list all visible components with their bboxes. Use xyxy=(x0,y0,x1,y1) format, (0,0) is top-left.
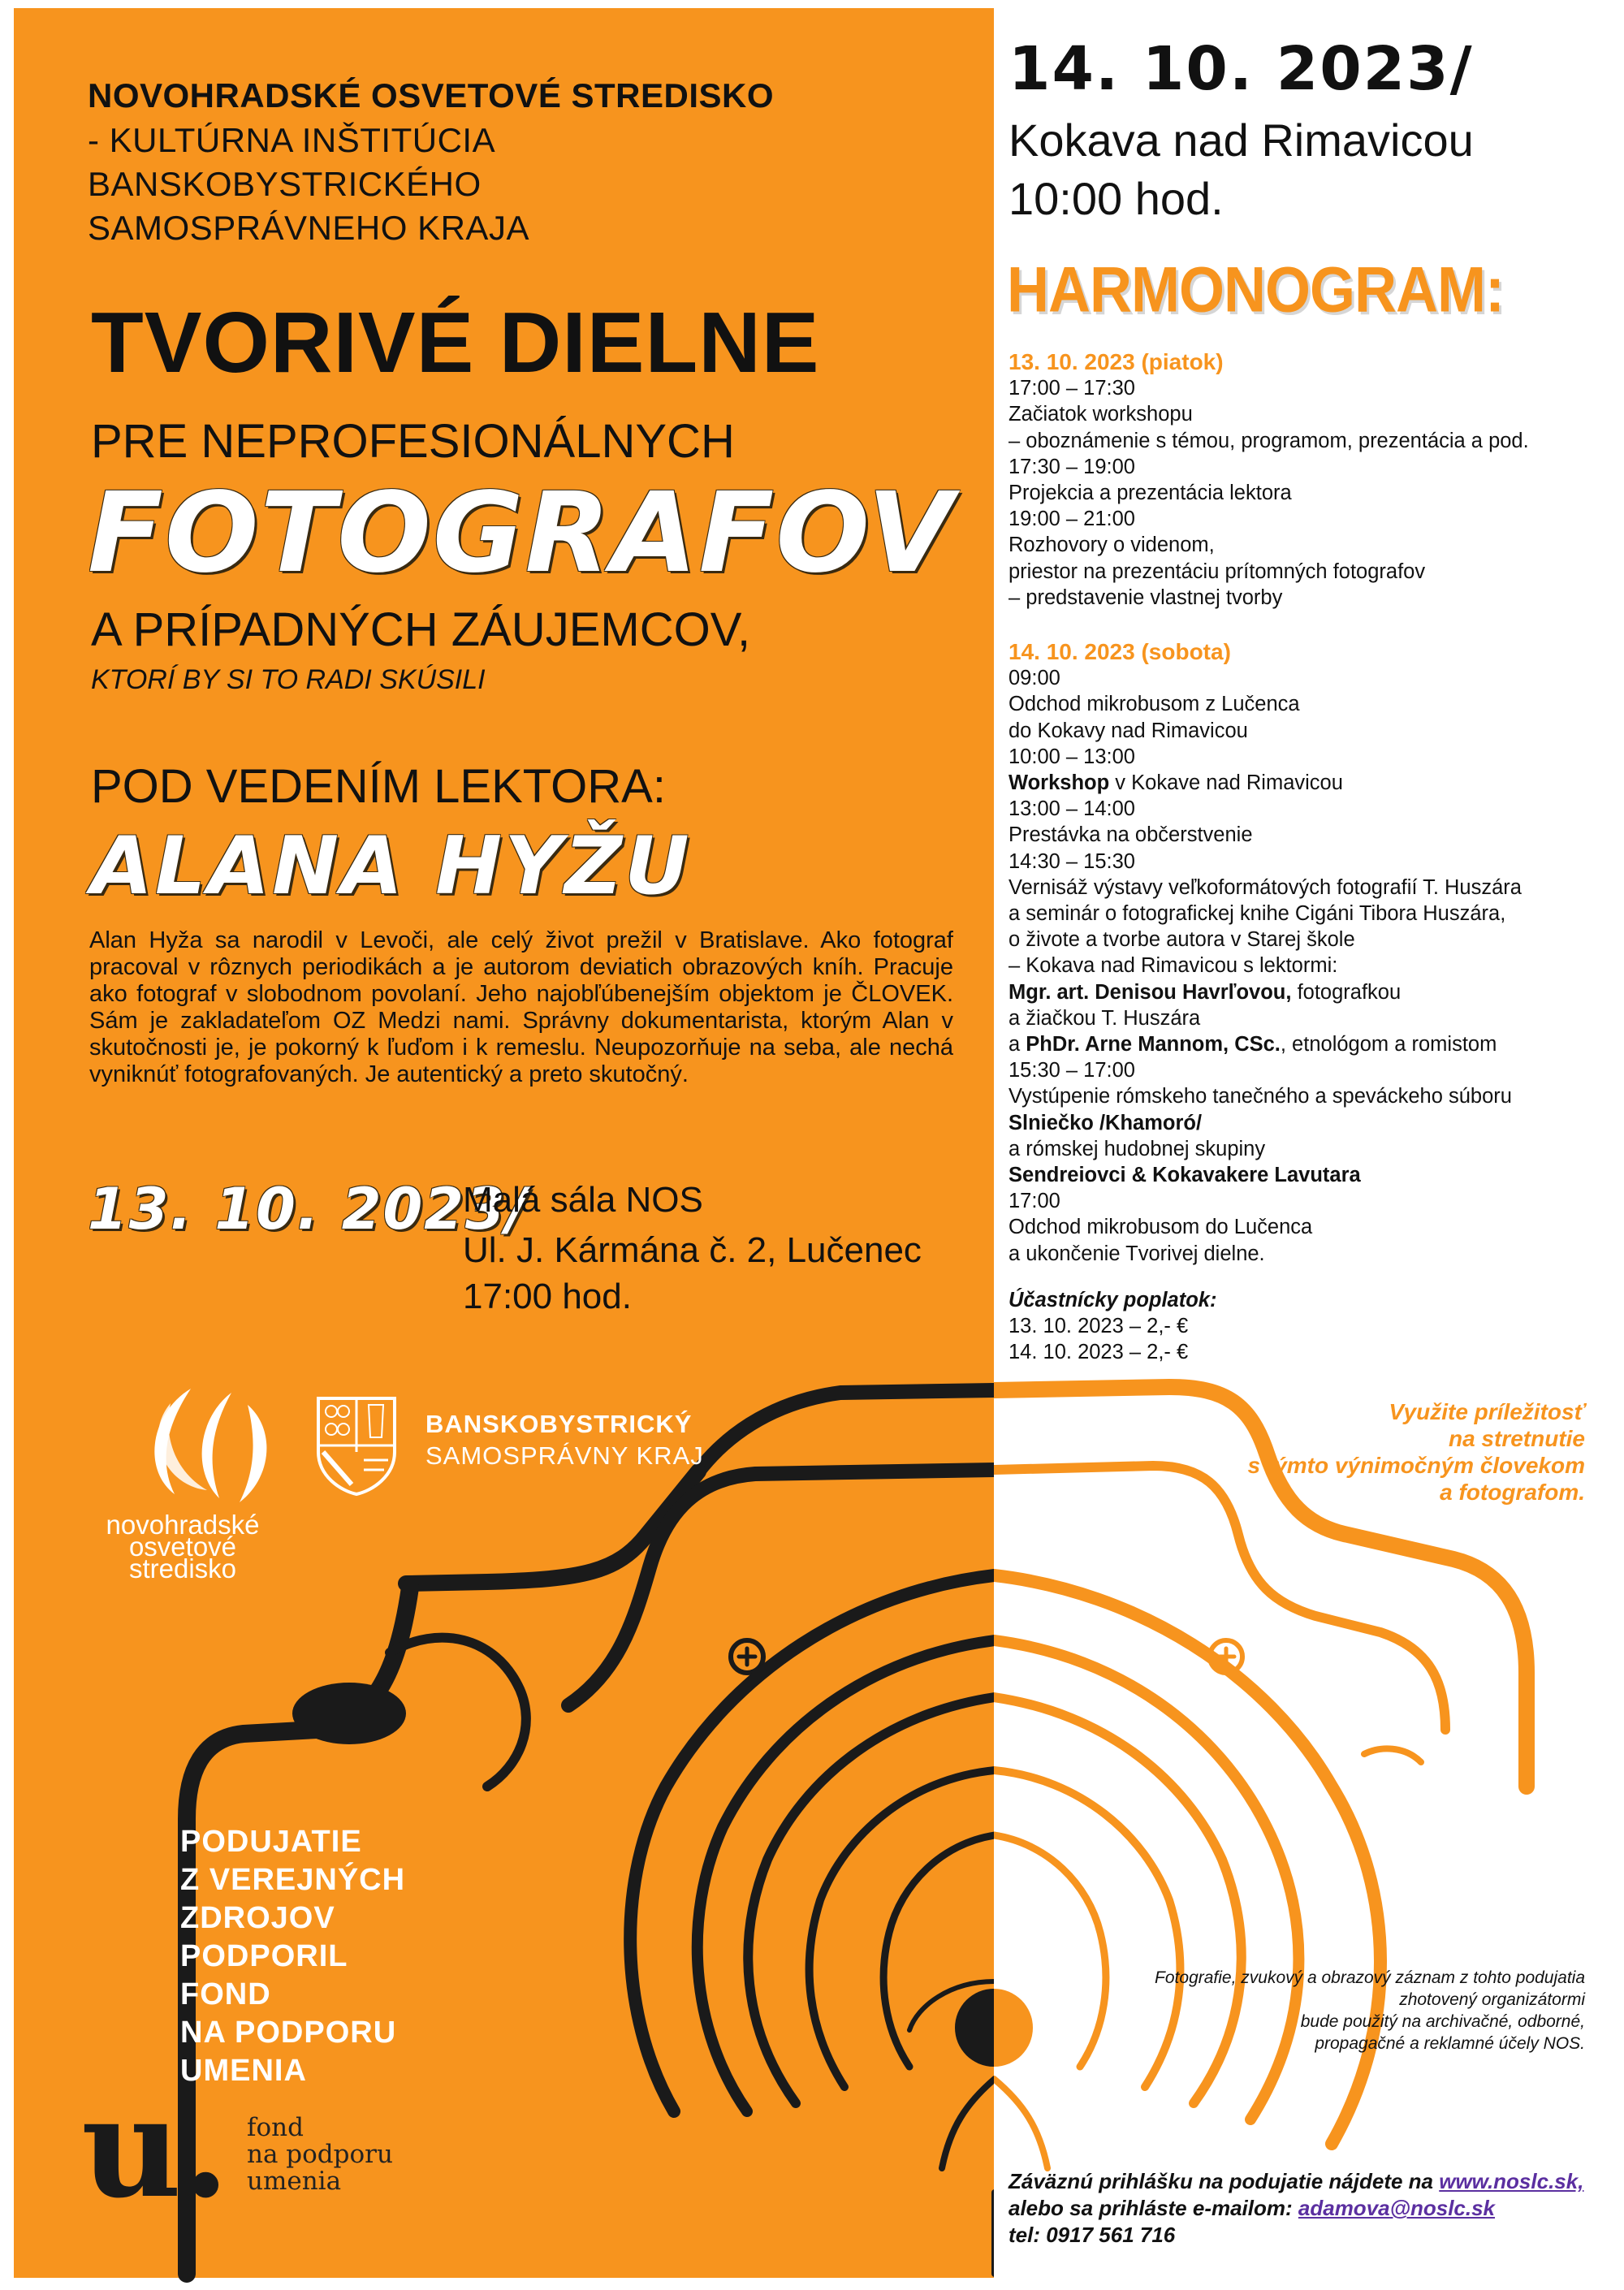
schedule-day1 xyxy=(1009,349,1529,611)
day1-line: 17:30 – 19:00 xyxy=(1009,455,1135,478)
day2-heading: 14. 10. 2023 (sobota) xyxy=(1009,639,1231,664)
day2-line: Vernisáž výstavy veľkoformátových fotografií T. Huszára xyxy=(1009,875,1522,899)
organizer-line-1: NOVOHRADSKÉ OSVETOVÉ STREDISKO xyxy=(88,76,775,114)
organizer-line-4: SAMOSPRÁVNEHO KRAJA xyxy=(88,209,529,247)
fee-line-2: 14. 10. 2023 – 2,- € xyxy=(1009,1341,1189,1363)
nos-logo-line: novohradské xyxy=(106,1510,260,1540)
day2-line: – Kokava nad Rimavicou s lektormi: xyxy=(1009,954,1338,978)
day2-line: Odchod mikrobusom do Lučenca xyxy=(1009,1216,1313,1239)
event1-time: 17:00 hod. xyxy=(463,1277,632,1316)
support-line: FOND xyxy=(180,1977,271,2011)
invite-line: Využite príležitosť xyxy=(1389,1399,1585,1424)
workshop-place: v Kokave nad Rimavicou xyxy=(1109,771,1343,795)
day1-line: 17:00 – 17:30 xyxy=(1009,377,1135,400)
day2-line: 10:00 – 13:00 xyxy=(1009,745,1135,768)
event1-venue-2: Ul. J. Kármána č. 2, Lučenec xyxy=(463,1230,922,1270)
day1-line: – oboznámenie s témou, programom, prezentácia a pod. xyxy=(1009,429,1529,452)
bbsk-logo-line-1: BANSKOBYSTRICKÝ xyxy=(425,1410,693,1438)
day2-line xyxy=(1009,1162,1522,1188)
bbsk-logo-line-2: SAMOSPRÁVNY KRAJ xyxy=(425,1441,704,1470)
support-line: NA PODPORU xyxy=(180,2016,397,2050)
day2-line xyxy=(1009,1110,1522,1136)
workshop-label: Workshop xyxy=(1009,771,1110,795)
disclaimer-line: bude použitý na archivačné, odborné, xyxy=(1300,2012,1585,2031)
day2-line xyxy=(1009,1031,1522,1057)
support-statement xyxy=(180,1823,405,2090)
organizer-line-3: BANSKOBYSTRICKÉHO xyxy=(88,165,482,203)
nos-logo-text xyxy=(89,1510,276,1584)
lecturer-2: PhDr. Arne Mannom, CSc. xyxy=(1026,1033,1281,1056)
day2-line: 13:00 – 14:00 xyxy=(1009,797,1135,821)
event1-venue-1: Malá sála NOS xyxy=(463,1180,703,1220)
day2-line: 09:00 xyxy=(1009,667,1060,690)
who-line: KTORÍ BY SI TO RADI SKÚSILI xyxy=(91,664,486,695)
contact-email-prefix: alebo sa prihláste e-mailom: xyxy=(1009,2196,1298,2220)
disclaimer-line: zhotovený organizátormi xyxy=(1399,1990,1585,2009)
lector-label: POD VEDENÍM LEKTORA: xyxy=(91,760,666,813)
day2-line xyxy=(1009,979,1522,1005)
bbsk-crest-icon xyxy=(315,1395,398,1496)
day2-line: o živote a tvorbe autora v Starej škole xyxy=(1009,928,1355,952)
fond-logo-text xyxy=(247,2115,393,2195)
contact-phone: tel: 0917 561 716 xyxy=(1009,2223,1176,2247)
schedule-day2 xyxy=(1009,639,1522,1267)
email-link[interactable]: adamova@noslc.sk xyxy=(1298,2196,1496,2220)
day2-line: 17:00 xyxy=(1009,1190,1060,1213)
support-line: PODUJATIE xyxy=(180,1825,362,1859)
day2-line: 14:30 – 15:30 xyxy=(1009,849,1135,873)
day1-line: Projekcia a prezentácia lektora xyxy=(1009,482,1292,505)
lector-bio: Alan Hyža sa narodil v Levoči, ale celý život prežil v Bratislave. Ako fotograf pracoval v rôznych periodikách a je autorom deviatich obrazových kníh. Pracuje ako fotograf v slobodnom povolaní. Jeho najobľúbenejším objektom je ČLOVEK. Sám je zakladateľom OZ Medzi nami. Správny dokumentarista, ktorým Alan v skutočnosti je, je pokorný k ľuďom i k remeslu. Neupozorňuje na seba, ale nechá vyniknúť fotografovaných. Je autentický a preto skutočný. xyxy=(89,927,953,1087)
fotografov-heading: FOTOGRAFOV xyxy=(88,469,955,598)
event2-time: 10:00 hod. xyxy=(1009,173,1224,224)
band-name: Sendreiovci & Kokavakere Lavutara xyxy=(1009,1164,1361,1187)
fond-logo-line: na podporu xyxy=(247,2140,393,2169)
day2-line: Odchod mikrobusom z Lučenca xyxy=(1009,693,1300,716)
fee-line-1: 13. 10. 2023 – 2,- € xyxy=(1009,1315,1189,1337)
day2-line: a ukončenie Tvorivej dielne. xyxy=(1009,1242,1265,1265)
fond-logo-line: umenia xyxy=(247,2167,342,2196)
ensemble-name: Slniečko /Khamoró/ xyxy=(1009,1111,1203,1134)
support-line: UMENIA xyxy=(180,2054,307,2088)
fee-label: Účastnícky poplatok: xyxy=(1009,1289,1217,1311)
invite-line: na stretnutie xyxy=(1448,1426,1585,1451)
event2-place: Kokava nad Rimavicou xyxy=(1009,114,1474,166)
disclaimer-line: Fotografie, zvukový a obrazový záznam z tohto podujatia xyxy=(1155,1968,1585,1987)
day1-line: Rozhovory o videnom, xyxy=(1009,534,1215,557)
support-line: PODPORIL xyxy=(180,1939,348,1973)
bbsk-logo-text xyxy=(425,1408,704,1471)
lecturer-2-role: , etnológom a romistom xyxy=(1280,1033,1497,1056)
lecturer-1: Mgr. art. Denisou Havrľovou, xyxy=(1009,980,1292,1004)
invite-line: s týmto výnimočným človekom xyxy=(1247,1453,1585,1478)
day2-line: do Kokavy nad Rimavicou xyxy=(1009,719,1248,742)
contact-block xyxy=(1009,2168,1583,2249)
website-link[interactable]: www.noslc.sk, xyxy=(1439,2169,1584,2193)
day2-line xyxy=(1009,770,1522,796)
recording-disclaimer xyxy=(1155,1967,1585,2055)
nos-logo-line: osvetové xyxy=(128,1532,237,1562)
day2-line: Vystúpenie rómskeho tanečného a speváckeho súboru xyxy=(1009,1085,1512,1108)
day2-line: a rómskej hudobnej skupiny xyxy=(1009,1137,1266,1160)
day2-line: a seminár o fotografickej knihe Cigáni Tibora Huszára, xyxy=(1009,902,1506,926)
day2-line: Prestávka na občerstvenie xyxy=(1009,823,1253,847)
invite-line: a fotografom. xyxy=(1440,1480,1585,1505)
day1-line: priestor na prezentáciu prítomných fotografov xyxy=(1009,560,1426,583)
day1-line: – predstavenie vlastnej tvorby xyxy=(1009,585,1283,609)
day1-line: 19:00 – 21:00 xyxy=(1009,508,1135,531)
contact-line-2 xyxy=(1009,2195,1583,2222)
event2-date: 14. 10. 2023/ xyxy=(1009,34,1474,104)
fond-logo-icon: u. xyxy=(81,2067,230,2229)
fee-block xyxy=(1009,1287,1216,1365)
for-line: PRE NEPROFESIONÁLNYCH xyxy=(91,415,735,468)
fond-logo-line: fond xyxy=(247,2113,304,2142)
lecturer-2-prefix: a xyxy=(1009,1033,1026,1056)
contact-line-1 xyxy=(1009,2168,1583,2195)
organizer-line-2: - KULTÚRNA INŠTITÚCIA xyxy=(88,121,496,159)
and-line: A PRÍPADNÝCH ZÁUJEMCOV, xyxy=(91,603,751,656)
day1-heading: 13. 10. 2023 (piatok) xyxy=(1009,349,1224,374)
day1-line: Začiatok workshopu xyxy=(1009,403,1193,426)
support-line: ZDROJOV xyxy=(180,1901,335,1935)
lector-name: ALANA HYŽU xyxy=(91,820,692,913)
nos-logo-line: stredisko xyxy=(128,1553,237,1584)
harmonogram-title: HARMONOGRAM: xyxy=(1007,254,1504,326)
lecturer-1-role: fotografkou xyxy=(1291,980,1402,1004)
event-title: TVORIVÉ DIELNE xyxy=(91,295,820,391)
day2-line: a žiačkou T. Huszára xyxy=(1009,1006,1201,1030)
event1-date: 13. 10. 2023/ xyxy=(88,1176,529,1242)
invite-text xyxy=(1248,1398,1585,1506)
day2-line: 15:30 – 17:00 xyxy=(1009,1059,1135,1082)
disclaimer-line: propagačné a reklamné účely NOS. xyxy=(1315,2034,1585,2053)
support-line: Z VEREJNÝCH xyxy=(180,1863,406,1897)
contact-web-prefix: Záväznú prihlášku na podujatie nájdete na xyxy=(1009,2169,1440,2193)
nos-logo-icon xyxy=(134,1380,280,1510)
